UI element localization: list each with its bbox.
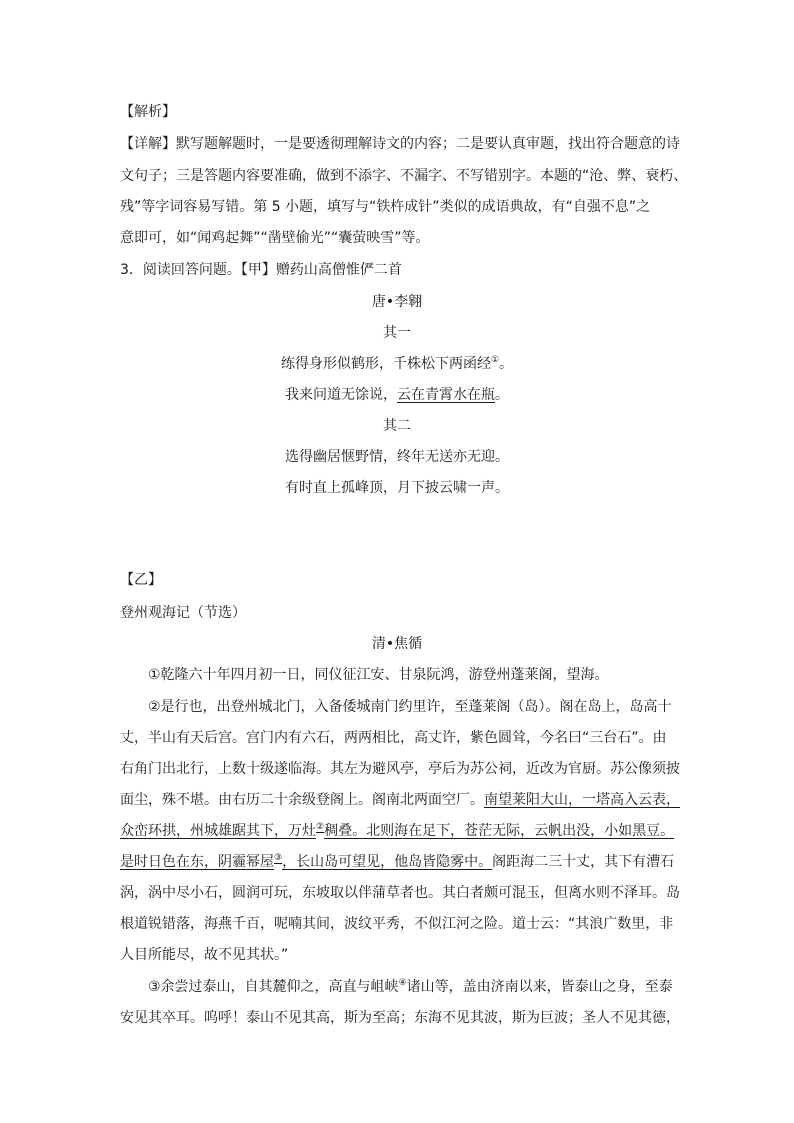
yi-label: 【乙】 bbox=[120, 572, 162, 588]
underlined-text: 南望莱阳大山，一塔高入云表， bbox=[484, 792, 680, 808]
footnote-marker: ② bbox=[316, 822, 325, 832]
analysis-detail-line-4: 意即可，如“闻鸡起舞”“凿壁偷光”“囊萤映雪”等。 bbox=[120, 230, 430, 246]
poem-part2-line2: 有时直上孤峰顶，月下披云啸一声。 bbox=[285, 480, 509, 496]
yi-p3-line-2: 安见其卒耳。呜呼！泰山不见其高，斯为至高；东海不见其波，斯为巨波；圣人不见其德， bbox=[120, 1010, 680, 1026]
plain-text: 阁距海二三十丈，其下有漕石 bbox=[492, 854, 675, 870]
yi-p2-line-8: 根道锐错落，海燕千百，呢喃其间，波纹平秀，不似江河之险。道士云：“其浪广数里，非 bbox=[120, 916, 674, 932]
yi-p2-line-7: 涡，涡中尽小石，圆润可玩，东坡取以伴蒲草者也。其白者颇可混玉，但离水则不泽耳。岛 bbox=[120, 885, 680, 901]
poem-line-end: 。 bbox=[499, 356, 514, 372]
yi-paragraph-1: ①乾隆六十年四月初一日，同仪征江安、甘泉阮鸿，游登州蓬莱阁，望海。 bbox=[148, 667, 609, 683]
poem-part1-title: 其一 bbox=[383, 325, 411, 341]
poem-part2-line1: 选得幽居惬野情，终年无送亦无迎。 bbox=[285, 449, 509, 465]
poem-line-end: 。 bbox=[495, 387, 509, 403]
question-prompt: 3．阅读回答问题。【甲】赠药山高僧惟俨二首 bbox=[120, 262, 402, 278]
yi-p2-line-1: ②是行也，出登州城北门，入备倭城南门约里许，至蓬莱阁（岛）。阁在岛上，岛高十 bbox=[148, 699, 672, 715]
underlined-text: ，长山岛可望见，他岛皆隐雾中。 bbox=[282, 854, 493, 870]
yi-p2-line-9: 人目所能尽，故不见其状。” bbox=[120, 947, 289, 963]
poem-part2-title: 其二 bbox=[383, 418, 411, 434]
poem-part1-line2 bbox=[0, 385, 794, 405]
analysis-detail-line-2: 文句子；三是答题内容要准确，做到不添字、不漏字、不写错别字。本题的“沧、弊、衰朽、 bbox=[120, 168, 688, 184]
poem-line-text: 练得身形似鹤形，千株松下两函经 bbox=[280, 356, 491, 372]
yi-p2-line-4 bbox=[120, 790, 680, 810]
yi-p2-line-6 bbox=[120, 852, 674, 872]
yi-p2-line-5 bbox=[120, 821, 674, 841]
yi-p3-line-1 bbox=[148, 977, 673, 997]
poem-author: 唐•李翱 bbox=[371, 294, 423, 310]
poem-part1-line1 bbox=[0, 354, 794, 374]
underlined-text: 稠叠。北则海在足下，苍茫无际，云帆出没，小如黑豆。 bbox=[324, 823, 675, 839]
plain-text: 诸山等，盖由济南以来，皆泰山之身，至泰 bbox=[406, 979, 673, 995]
underlined-text: 众峦环拱，州城雄踞其下，万灶 bbox=[120, 823, 316, 839]
analysis-detail-line-3: 残”等字词容易写错。第 5 小题，填写与“铁杵成针”类似的成语典故，有“自强不息”之 bbox=[120, 199, 651, 215]
plain-text: 面尘，殊不堪。由右历二十余级登阁上。阁南北两面空厂。 bbox=[120, 792, 484, 808]
footnote-marker: ③ bbox=[274, 853, 283, 863]
analysis-detail-line-1: 【详解】默写题解题时，一是要透彻理解诗文的内容；二是要认真审题，找出符合题意的诗 bbox=[120, 136, 680, 152]
yi-p2-line-2: 丈，半山有天后宫。宫门内有六石，两两相比，高丈许，紫色圆耸，今名曰“三台石”。由 bbox=[120, 730, 667, 746]
yi-author: 清•焦循 bbox=[371, 636, 423, 652]
poem-line-text: 我来问道无馀说， bbox=[285, 387, 397, 403]
analysis-heading: 【解析】 bbox=[120, 104, 176, 120]
footnote-marker: ④ bbox=[398, 978, 407, 988]
underlined-text: 云在青霄水在瓶 bbox=[397, 387, 495, 403]
underlined-text: 是时日色在东，阴霾幂屋 bbox=[120, 854, 274, 870]
yi-title: 登州观海记（节选） bbox=[120, 605, 246, 621]
yi-p2-line-3: 右角门出北行，上数十级遂临海。其左为避风亭，亭后为苏公祠，近改为官厨。苏公像须披 bbox=[120, 761, 680, 777]
plain-text: ③余尝过泰山，自其麓仰之，高直与岨峡 bbox=[148, 979, 399, 995]
footnote-marker: ① bbox=[490, 355, 500, 365]
